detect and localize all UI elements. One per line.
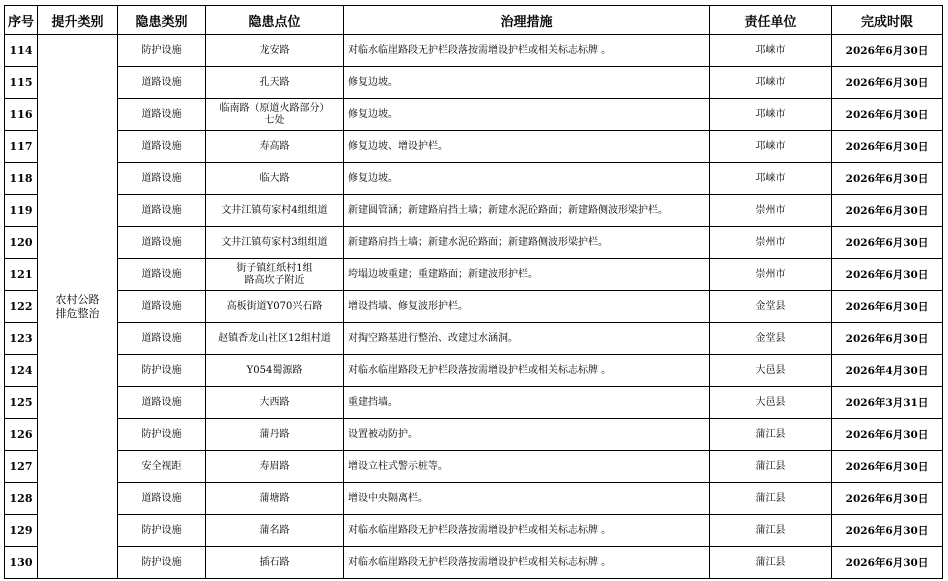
responsible-unit: 蒲江县: [710, 451, 832, 483]
hazard-type: 防护设施: [118, 35, 206, 67]
hazard-type: 道路设施: [118, 387, 206, 419]
row-number: 119: [5, 195, 38, 227]
deadline: 2026年6月30日: [832, 259, 943, 291]
hazard-site: 文井江镇苟家村3组组道: [206, 227, 344, 259]
deadline: 2026年6月30日: [832, 35, 943, 67]
hazard-site: 蒲塘路: [206, 483, 344, 515]
header-category: 提升类别: [38, 6, 118, 35]
deadline: 2026年6月30日: [832, 451, 943, 483]
hazard-type: 道路设施: [118, 99, 206, 131]
table-row: [5, 67, 943, 99]
measure: 对临水临崖路段无护栏段落按需增设护栏或相关标志标牌 。: [344, 35, 710, 67]
row-number: 116: [5, 99, 38, 131]
hazard-site: 赵镇香龙山社区12组村道: [206, 323, 344, 355]
measure: 修复边坡。: [344, 99, 710, 131]
hazard-site: 寿眉路: [206, 451, 344, 483]
row-number: 128: [5, 483, 38, 515]
measure: 设置被动防护。: [344, 419, 710, 451]
measure: 增设中央隔离栏。: [344, 483, 710, 515]
measure: 新建路肩挡土墙；新建水泥砼路面；新建路侧波形梁护栏。: [344, 227, 710, 259]
deadline: 2026年6月30日: [832, 291, 943, 323]
hazard-type: 道路设施: [118, 227, 206, 259]
hazard-type: 安全视距: [118, 451, 206, 483]
deadline: 2026年6月30日: [832, 515, 943, 547]
measure: 修复边坡。: [344, 163, 710, 195]
responsible-unit: 蒲江县: [710, 419, 832, 451]
table-row: [5, 387, 943, 419]
table-row: [5, 35, 943, 67]
table-row: [5, 163, 943, 195]
responsible-unit: 邛崃市: [710, 67, 832, 99]
table-row: [5, 195, 943, 227]
hazard-site: 高板街道Y070兴石路: [206, 291, 344, 323]
row-number: 124: [5, 355, 38, 387]
hazard-site: Y054蜀源路: [206, 355, 344, 387]
deadline: 2026年3月31日: [832, 387, 943, 419]
responsible-unit: 崇州市: [710, 227, 832, 259]
hazard-site: 大西路: [206, 387, 344, 419]
row-number: 115: [5, 67, 38, 99]
hazard-type: 道路设施: [118, 323, 206, 355]
category-cell: 农村公路 排危整治: [38, 35, 118, 579]
deadline: 2026年6月30日: [832, 131, 943, 163]
responsible-unit: 金堂县: [710, 323, 832, 355]
table-row: [5, 323, 943, 355]
deadline: 2026年6月30日: [832, 67, 943, 99]
table-row: [5, 515, 943, 547]
hazard-type: 防护设施: [118, 355, 206, 387]
table-row: [5, 259, 943, 291]
table-body: [5, 35, 943, 579]
table-row: [5, 227, 943, 259]
deadline: 2026年6月30日: [832, 323, 943, 355]
measure: 对临水临崖路段无护栏段落按需增设护栏或相关标志标牌 。: [344, 355, 710, 387]
hazard-type: 道路设施: [118, 291, 206, 323]
row-number: 117: [5, 131, 38, 163]
responsible-unit: 蒲江县: [710, 515, 832, 547]
measure: 增设挡墙、修复波形护栏。: [344, 291, 710, 323]
row-number: 120: [5, 227, 38, 259]
hazard-type: 道路设施: [118, 195, 206, 227]
deadline: 2026年6月30日: [832, 195, 943, 227]
responsible-unit: 邛崃市: [710, 163, 832, 195]
header-row: [5, 6, 943, 35]
responsible-unit: 大邑县: [710, 355, 832, 387]
hazard-site: 孔天路: [206, 67, 344, 99]
row-number: 114: [5, 35, 38, 67]
table-row: [5, 451, 943, 483]
hazard-site: 文井江镇苟家村4组组道: [206, 195, 344, 227]
measure: 增设立柱式警示桩等。: [344, 451, 710, 483]
hazard-type: 道路设施: [118, 259, 206, 291]
measure: 修复边坡。: [344, 67, 710, 99]
hazard-site: 蒲名路: [206, 515, 344, 547]
hazard-site: 蒲丹路: [206, 419, 344, 451]
hazard-type: 道路设施: [118, 131, 206, 163]
hazard-type: 防护设施: [118, 547, 206, 579]
measure: 对临水临崖路段无护栏段落按需增设护栏或相关标志标牌 。: [344, 515, 710, 547]
measure: 对临水临崖路段无护栏段落按需增设护栏或相关标志标牌 。: [344, 547, 710, 579]
hazard-site: 龙安路: [206, 35, 344, 67]
row-number: 118: [5, 163, 38, 195]
table-row: [5, 291, 943, 323]
table-row: [5, 355, 943, 387]
deadline: 2026年6月30日: [832, 227, 943, 259]
table-row: [5, 483, 943, 515]
table-row: [5, 131, 943, 163]
deadline: 2026年6月30日: [832, 547, 943, 579]
row-number: 125: [5, 387, 38, 419]
row-number: 129: [5, 515, 38, 547]
row-number: 126: [5, 419, 38, 451]
deadline: 2026年6月30日: [832, 419, 943, 451]
deadline: 2026年6月30日: [832, 99, 943, 131]
responsible-unit: 邛崃市: [710, 131, 832, 163]
responsible-unit: 大邑县: [710, 387, 832, 419]
row-number: 127: [5, 451, 38, 483]
responsible-unit: 邛崃市: [710, 99, 832, 131]
row-number: 130: [5, 547, 38, 579]
header-site: 隐患点位: [206, 6, 344, 35]
hazard-site: 插石路: [206, 547, 344, 579]
responsible-unit: 崇州市: [710, 195, 832, 227]
hazard-site: 临大路: [206, 163, 344, 195]
table-row: [5, 419, 943, 451]
table-row: [5, 547, 943, 579]
hazard-site: 街子镇红纸村1组 路高坎子附近: [206, 259, 344, 291]
hazard-site: 寿高路: [206, 131, 344, 163]
measure: 重建挡墙。: [344, 387, 710, 419]
row-number: 123: [5, 323, 38, 355]
deadline: 2026年6月30日: [832, 483, 943, 515]
hazard-site: 临南路（原道火路部分） 七处: [206, 99, 344, 131]
measure: 修复边坡、增设护栏。: [344, 131, 710, 163]
header-deadline: 完成时限: [832, 6, 943, 35]
table-row: [5, 99, 943, 131]
header-no: 序号: [5, 6, 38, 35]
responsible-unit: 金堂县: [710, 291, 832, 323]
hazard-type: 道路设施: [118, 67, 206, 99]
hazard-type: 道路设施: [118, 163, 206, 195]
responsible-unit: 邛崃市: [710, 35, 832, 67]
hazard-type: 道路设施: [118, 483, 206, 515]
hazard-table: [4, 5, 943, 579]
measure: 对掏空路基进行整治、改建过水涵洞。: [344, 323, 710, 355]
responsible-unit: 蒲江县: [710, 547, 832, 579]
measure: 新建圆管涵；新建路肩挡土墙；新建水泥砼路面；新建路侧波形梁护栏。: [344, 195, 710, 227]
hazard-type: 防护设施: [118, 515, 206, 547]
header-unit: 责任单位: [710, 6, 832, 35]
hazard-type: 防护设施: [118, 419, 206, 451]
row-number: 122: [5, 291, 38, 323]
responsible-unit: 崇州市: [710, 259, 832, 291]
responsible-unit: 蒲江县: [710, 483, 832, 515]
deadline: 2026年6月30日: [832, 163, 943, 195]
header-hazard-type: 隐患类别: [118, 6, 206, 35]
header-measure: 治理措施: [344, 6, 710, 35]
row-number: 121: [5, 259, 38, 291]
measure: 垮塌边坡重建；重建路面；新建波形护栏。: [344, 259, 710, 291]
deadline: 2026年4月30日: [832, 355, 943, 387]
